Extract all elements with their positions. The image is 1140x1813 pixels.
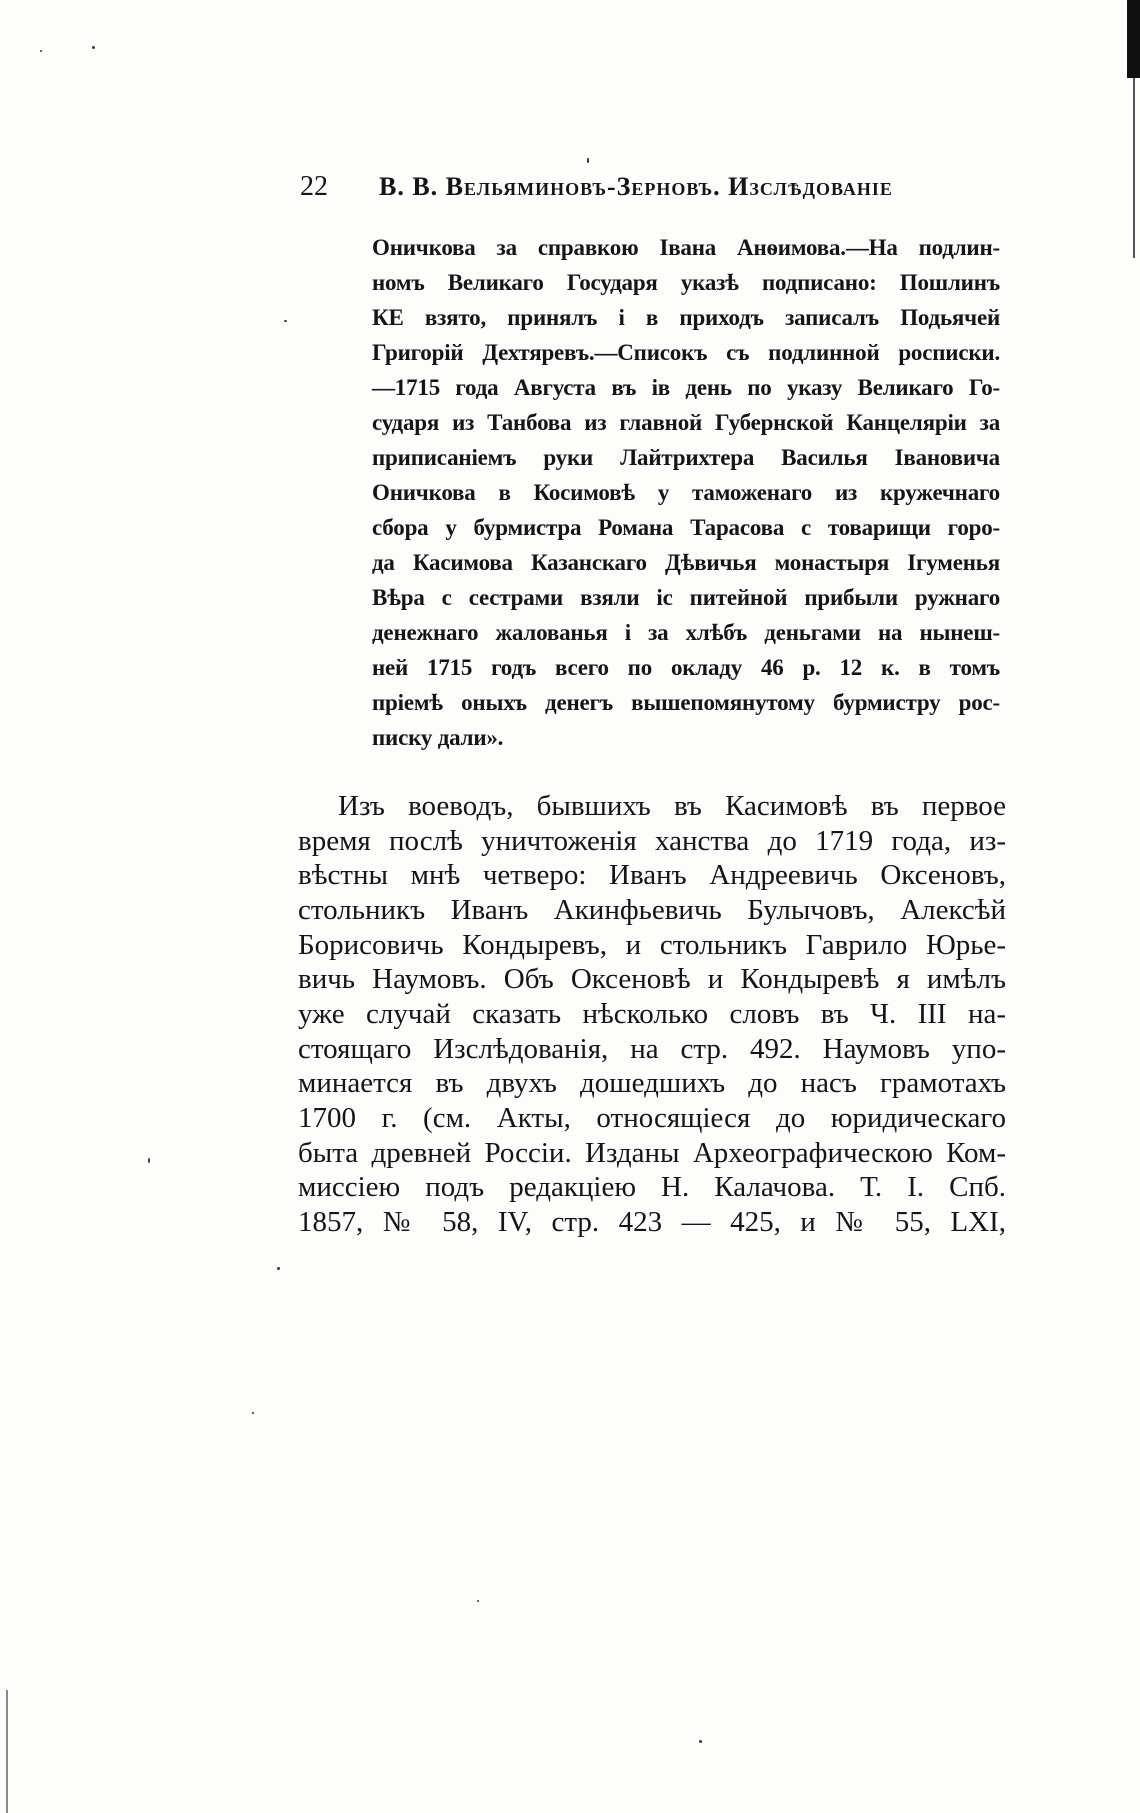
body-line: уже случай сказать нѣсколько словъ въ Ч. III на- bbox=[298, 998, 1006, 1031]
body-paragraph bbox=[298, 789, 1006, 1240]
scan-edge-bar bbox=[1127, 0, 1140, 78]
body-line: миссіею подъ редакціею Н. Калачова. Т. I. Спб. bbox=[298, 1171, 1006, 1204]
scan-edge-line bbox=[1133, 78, 1135, 258]
quote-line: пріемѣ оныхъ денегъ вышепомянутому бурмистру рос- bbox=[372, 690, 1000, 715]
quote-line: —1715 года Августа въ ів день по указу Великаго Го- bbox=[372, 375, 1000, 400]
body-line: стоящаго Изслѣдованія, на стр. 492. Наумовъ упо- bbox=[298, 1032, 1006, 1065]
quote-line: Вѣра с сестрами взяли іс питейной прибыли ружнаго bbox=[372, 585, 1000, 610]
running-head bbox=[300, 168, 940, 206]
body-line: вичь Наумовъ. Объ Оксеновѣ и Кондыревѣ я имѣлъ bbox=[298, 963, 1006, 996]
body-line: 1857, № 58, IV, стр. 423 — 425, и № 55, LXI, bbox=[298, 1206, 1006, 1239]
body-line: быта древней Россіи. Изданы Археографическою Ком- bbox=[298, 1136, 1006, 1169]
quote-line: КЕ взято, принялъ і в приходъ записалъ Подьячей bbox=[372, 305, 1000, 330]
quote-line: номъ Великаго Государя указѣ подписано: Пошлинъ bbox=[372, 270, 1000, 295]
quote-line: приписаніемъ руки Лайтрихтера Василья Івановича bbox=[372, 445, 1000, 470]
scan-speck bbox=[92, 46, 95, 49]
page-number: 22 bbox=[300, 171, 328, 202]
quote-line: ней 1715 годъ всего по окладу 46 р. 12 к. в томъ bbox=[372, 655, 1000, 680]
scan-speck bbox=[40, 50, 42, 52]
quote-line: сударя из Танбова из главной Губернской Канцеляріи за bbox=[372, 410, 1000, 435]
scan-speck bbox=[587, 158, 589, 163]
quote-line: сбора у бурмистра Романа Тарасова с товарищи горо- bbox=[372, 515, 1000, 540]
body-line: стольникъ Иванъ Акинфьевичь Булычовъ, Алексѣй bbox=[298, 894, 1006, 927]
scan-speck bbox=[284, 320, 287, 322]
quote-line: Григорій Дехтяревъ.—Списокъ съ подлинной росписки. bbox=[372, 340, 1000, 365]
quote-line: денежнаго жалованья і за хлѣбъ деньгами на нынеш- bbox=[372, 620, 1000, 645]
quote-line: Оничкова за справкою Івана Анѳимова.—На подлин- bbox=[372, 235, 1000, 260]
scan-speck bbox=[277, 1267, 280, 1270]
body-line: 1700 г. (см. Акты, относящіеся до юридическаго bbox=[298, 1102, 1006, 1135]
body-line: время послѣ уничтоженія ханства до 1719 года, из- bbox=[298, 824, 1006, 857]
scan-speck bbox=[477, 1600, 479, 1602]
scan-edge-line bbox=[6, 1690, 8, 1813]
scan-speck bbox=[699, 1740, 702, 1743]
quoted-document-block bbox=[372, 230, 1000, 755]
quote-line: Оничкова в Косимовѣ у таможенаго из кружечнаго bbox=[372, 480, 1000, 505]
body-line: Изъ воеводъ, бывшихъ въ Касимовѣ въ первое bbox=[338, 790, 1006, 822]
scan-speck bbox=[148, 1158, 150, 1163]
body-line: вѣстны мнѣ четверо: Иванъ Андреевичь Оксеновъ, bbox=[298, 859, 1006, 892]
quote-line: да Касимова Казанскаго Дѣвичья монастыря Ігуменья bbox=[372, 550, 1000, 575]
scan-speck bbox=[252, 1412, 254, 1414]
body-line: минается въ двухъ дошедшихъ до насъ грамотахъ bbox=[298, 1067, 1006, 1100]
running-title: В. В. Вельяминовъ-Зерновъ. Изслѣдованіе bbox=[379, 172, 893, 201]
body-line: Борисовичь Кондыревъ, и стольникъ Гаврило Юрье- bbox=[298, 928, 1006, 961]
quote-line: писку дали». bbox=[372, 725, 504, 750]
